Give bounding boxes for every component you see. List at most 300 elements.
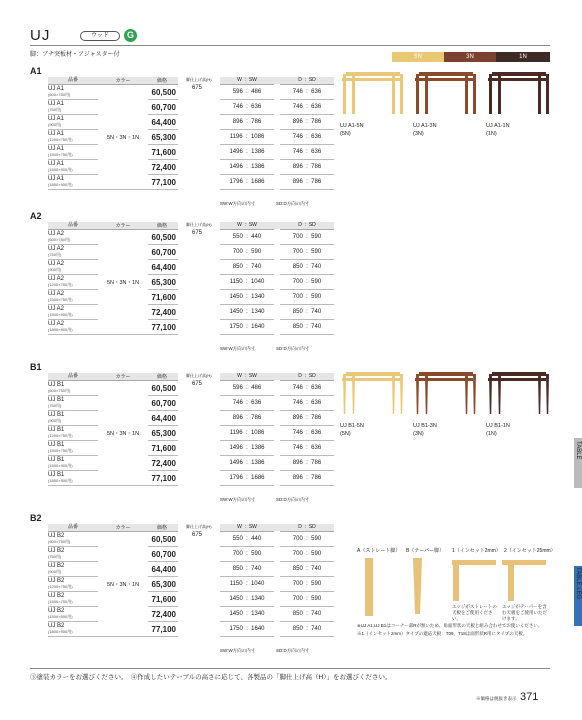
w-value: 746 [232,399,243,406]
table-leg-tab-label: TABLE LEG [575,567,581,600]
sd-value: 636 [311,384,322,391]
w-sw-cell [220,259,274,274]
model-name: UJ B2 [48,593,65,599]
model-size: (1200×750用) [48,282,73,287]
table-frame-image [340,370,406,416]
dimension-row [220,244,334,259]
frame-leg [425,374,428,414]
dimension-row [220,591,334,606]
d-sd-cell [280,425,334,440]
sep: : [246,88,248,95]
frame-rail [415,378,473,381]
color-header: カラー [98,77,148,85]
tapered-leg-shape [413,558,422,614]
sep: : [246,148,248,155]
sd-note: SD:D方向の内寸 [276,346,310,351]
frame-leg [400,374,403,414]
sep: : [304,77,307,84]
d-value: 700 [292,580,303,587]
w-header: W [237,77,242,84]
height-value: 675 [192,381,203,387]
sw-value: 1686 [251,474,265,481]
w-value: 1150 [229,580,243,587]
dimension-row [220,84,334,99]
w-sw-cell [220,380,274,395]
price-cell: 60,500 [148,532,178,547]
model-size: (900用) [48,267,62,272]
frame-rail [488,78,546,81]
d-value: 896 [292,178,303,185]
model-size: (1500×900用) [48,614,73,619]
sd-value: 636 [311,133,322,140]
model-cell [48,130,98,145]
sep: : [306,103,308,110]
sd-value: 740 [311,565,322,572]
d-value: 746 [292,103,303,110]
model-name: UJ B2 [48,533,65,539]
model-size: (600×750用) [48,539,71,544]
w-value: 596 [232,384,243,391]
sep: : [245,278,248,285]
sep: : [306,444,308,451]
sep: : [304,524,307,531]
model-name: UJ A2 [48,276,65,282]
d-sd-header [280,524,334,531]
price-cell: 65,300 [148,426,178,441]
sw-value: 1340 [251,595,265,602]
d-header: D [298,524,302,531]
sd-value: 740 [311,263,322,270]
model-name: UJ A2 [48,291,65,297]
height-value: 675 [192,532,203,538]
sep: : [246,474,248,481]
price-cell: 64,400 [148,115,178,130]
w-value: 1450 [229,610,243,617]
sep: : [306,293,308,300]
section-b1 [30,362,550,507]
model-cell [48,471,98,486]
model-cell [48,160,98,175]
d-value: 700 [292,293,303,300]
w-sw-cell [220,229,274,244]
dimension-row [220,259,334,274]
product-color: (5N) [340,131,351,137]
d-sd-cell [280,289,334,304]
price-cell: 72,400 [148,607,178,622]
price-cell: 71,600 [148,592,178,607]
frame-leg [425,74,428,114]
spec-table [48,373,178,486]
d-value: 850 [292,610,303,617]
color-swatch-5n: 5N [392,52,444,62]
w-value: 1796 [229,474,243,481]
sd-header: SD [308,373,316,380]
sep: : [246,625,248,632]
dimension-row [220,470,334,485]
price-cell: 65,300 [148,130,178,145]
frame-leg [392,74,395,114]
dimension-row [220,319,334,334]
price-cell: 72,400 [148,160,178,175]
sw-value: 1386 [251,163,265,170]
model-header: 品番 [48,222,98,230]
model-cell [48,622,98,637]
sep: : [245,580,248,587]
d-sd-cell [280,319,334,334]
model-size: (1500×750用) [48,152,73,157]
sep: : [246,178,248,185]
product-code: UJ A1-3N [413,123,437,129]
price-header: 価格 [148,524,178,532]
sep: : [246,163,248,170]
sw-note: SW:W方向の内寸 [220,648,256,653]
d-sd-cell [280,410,334,425]
model-name: UJ A2 [48,321,65,327]
product-image-label [413,122,437,138]
w-sw-cell [220,531,274,546]
d-sd-cell [280,531,334,546]
sep: : [246,118,248,125]
w-value: 896 [232,118,243,125]
footer-instructions: ③塗装カラーをお選びください。 ④作成したいテーブルの高さに応じて、各製品の「脚仕上げ高（H）」をお選びください。 [30,674,392,681]
model-size: (900用) [48,569,62,574]
page-title: UJ [30,27,51,44]
sep: : [246,595,248,602]
w-value: 1196 [229,429,243,436]
model-header: 品番 [48,524,98,532]
dimension-row [220,621,334,636]
header-divider [30,45,550,46]
model-cell [48,100,98,115]
sep: : [306,565,308,572]
product-color: (3N) [413,131,424,137]
dimension-row [220,129,334,144]
price-cell: 64,400 [148,260,178,275]
section-a1 [30,66,550,211]
price-cell: 60,500 [148,85,178,100]
model-cell [48,562,98,577]
price-cell: 77,100 [148,320,178,335]
model-cell [48,441,98,456]
frame-leg [546,374,549,414]
sd-value: 786 [311,474,322,481]
color-header: カラー [98,222,148,230]
d-sd-cell [280,591,334,606]
model-size: (1500×750用) [48,297,73,302]
w-sw-cell [220,244,274,259]
table-row [48,532,178,547]
sep: : [306,580,308,587]
model-name: UJ B2 [48,623,65,629]
product-image-label [413,422,437,438]
sep: : [246,233,248,240]
w-sw-cell [220,114,274,129]
sep: : [306,308,308,315]
d-value: 746 [292,148,303,155]
dimension-row [220,159,334,174]
frame-leg [498,74,501,114]
sep: : [306,459,308,466]
w-value: 1450 [229,595,243,602]
dimension-row [220,531,334,546]
product-color: (1N) [486,131,497,137]
product-image-label [486,422,510,438]
model-name: UJ A2 [48,261,65,267]
model-name: UJ B1 [48,382,65,388]
sep: : [245,429,248,436]
frame-rail [342,78,400,81]
d-value: 850 [292,323,303,330]
product-code: UJ B1-1N [486,423,510,429]
w-sw-cell [220,410,274,425]
d-sd-cell [280,470,334,485]
green-g-icon: G [124,29,137,42]
d-value: 896 [292,163,303,170]
d-sd-cell [280,395,334,410]
product-image-label [340,422,364,438]
sep: : [306,474,308,481]
sd-value: 636 [311,103,322,110]
sep: : [244,222,247,229]
model-size: (900用) [48,418,62,423]
sep: : [244,77,247,84]
sw-value: 1386 [251,459,265,466]
model-size: (1800×900用) [48,629,73,634]
w-sw-cell [220,144,274,159]
model-size: (750用) [48,554,62,559]
sw-header: SW [248,524,257,531]
d-value: 746 [292,384,303,391]
sep: : [306,429,308,436]
sep: : [306,163,308,170]
price-cell: 60,500 [148,230,178,245]
dimension-table [220,524,334,637]
dimension-row [220,425,334,440]
sw-value: 786 [251,118,262,125]
model-size: (1200×750用) [48,433,73,438]
frame-leg [538,374,541,414]
table-frame-image [486,70,552,116]
sep: : [246,610,248,617]
sd-header: SD [308,524,316,531]
sw-value: 440 [251,535,262,542]
model-name: UJ A2 [48,246,65,252]
model-size: (750用) [48,252,62,257]
d-value: 746 [292,429,303,436]
height-label: 脚仕上げ高(H) [186,222,212,227]
w-sw-cell [220,470,274,485]
product-image-label [340,122,364,138]
w-value: 1750 [229,625,243,632]
model-cell [48,115,98,130]
sep: : [246,565,248,572]
sep: : [306,384,308,391]
table-row [48,381,178,396]
w-sw-cell [220,606,274,621]
w-value: 1496 [229,459,243,466]
sep: : [246,550,248,557]
d-value: 700 [292,248,303,255]
price-cell: 60,500 [148,381,178,396]
color-swatch-3n: 3N [444,52,496,62]
price-cell: 77,100 [148,622,178,637]
model-cell [48,305,98,320]
w-value: 1496 [229,163,243,170]
sd-value: 590 [311,595,322,602]
frame-rail [415,78,473,81]
w-header: W [237,524,242,531]
model-cell [48,290,98,305]
product-color: (1N) [486,431,497,437]
frame-leg [416,74,419,114]
sd-value: 786 [311,414,322,421]
model-name: UJ A1 [48,176,65,182]
price-cell: 72,400 [148,456,178,471]
w-value: 1750 [229,323,243,330]
height-value: 675 [192,85,203,91]
price-cell: 77,100 [148,175,178,190]
dimension-row [220,174,334,189]
table-frame-image [413,70,479,116]
sep: : [246,248,248,255]
model-name: UJ B1 [48,457,65,463]
sd-note: SD:D方向の内寸 [276,201,310,206]
sep: : [246,103,248,110]
dimension-row [220,561,334,576]
table-frame-image [486,370,552,416]
price-cell: 77,100 [148,471,178,486]
sd-value: 636 [311,444,322,451]
sep: : [246,308,248,315]
model-name: UJ B2 [48,608,65,614]
height-label: 脚仕上げ高(H) [186,524,212,529]
w-value: 850 [232,263,243,270]
model-cell [48,456,98,471]
sw-value: 1040 [250,580,265,587]
dimension-row [220,606,334,621]
sep: : [306,399,308,406]
model-name: UJ A2 [48,306,65,312]
sw-value: 1086 [250,429,265,436]
dimension-table [220,373,334,486]
w-sw-header [220,524,274,531]
sep: : [306,233,308,240]
frame-leg [343,374,346,414]
w-value: 1496 [229,444,243,451]
model-size: (1800×900用) [48,182,73,187]
model-size: (600×750用) [48,237,71,242]
model-size: (1500×900用) [48,167,73,172]
sep: : [306,414,308,421]
sd-value: 786 [311,163,322,170]
w-sw-cell [220,289,274,304]
dimension-row [220,304,334,319]
section-title: B2 [30,513,42,523]
page-number: 371 [520,691,539,703]
sw-value: 486 [251,88,262,95]
w-sw-cell [220,576,274,591]
sep: : [246,444,248,451]
dimension-row [220,380,334,395]
price-cell: 65,300 [148,577,178,592]
w-sw-cell [220,274,274,289]
sw-value: 1340 [251,308,265,315]
d-sd-cell [280,144,334,159]
d-sd-cell [280,99,334,114]
d-sd-cell [280,129,334,144]
inset2-leg-shape [508,565,514,601]
model-cell [48,396,98,411]
dimension-row [220,546,334,561]
sd-note: SD:D方向の内寸 [276,497,310,502]
d-value: 700 [292,595,303,602]
sep: : [244,373,247,380]
w-value: 1196 [229,133,243,140]
product-code: UJ A1-5N [340,123,364,129]
d-value: 700 [292,550,303,557]
frame-leg [416,374,419,414]
model-size: (1200×750用) [48,137,73,142]
d-header: D [298,77,302,84]
sep: : [246,293,248,300]
color-header: カラー [98,524,148,532]
d-value: 746 [292,133,303,140]
sw-value: 1686 [251,178,265,185]
d-value: 700 [292,233,303,240]
model-name: UJ A1 [48,101,65,107]
d-value: 896 [292,414,303,421]
d-value: 850 [292,308,303,315]
inset1-label: 1（インセット2mm） [452,548,501,554]
w-sw-cell [220,440,274,455]
inset1-caption: エッジがストレートの天板をご使用ください。 [452,604,497,621]
sw-header: SW [248,373,257,380]
sep: : [306,133,308,140]
sep: : [306,178,308,185]
d-header: D [298,222,302,229]
frame-leg [498,374,501,414]
sep: : [306,88,308,95]
sep: : [246,384,248,391]
sep: : [246,459,248,466]
d-sd-cell [280,380,334,395]
sep: : [306,595,308,602]
sd-header: SD [308,77,316,84]
sd-value: 740 [311,610,322,617]
inset2-top-shape [502,560,546,565]
color-swatch-1n: 1N [496,52,550,62]
price-cell: 71,600 [148,145,178,160]
price-cell: 64,400 [148,562,178,577]
sep: : [306,278,308,285]
table-tab-label: TABLE [575,441,581,460]
color-options: 5N・3N・1N [98,381,148,486]
d-value: 746 [292,444,303,451]
price-cell: 60,700 [148,245,178,260]
model-cell [48,145,98,160]
sep: : [306,625,308,632]
w-sw-cell [220,591,274,606]
w-sw-cell [220,129,274,144]
sw-value: 590 [251,550,262,557]
product-color: (5N) [340,431,351,437]
table-frame-image [413,370,479,416]
d-sd-cell [280,84,334,99]
sw-value: 1340 [251,610,265,617]
d-sd-cell [280,304,334,319]
model-name: UJ B1 [48,412,65,418]
dimension-row [220,440,334,455]
